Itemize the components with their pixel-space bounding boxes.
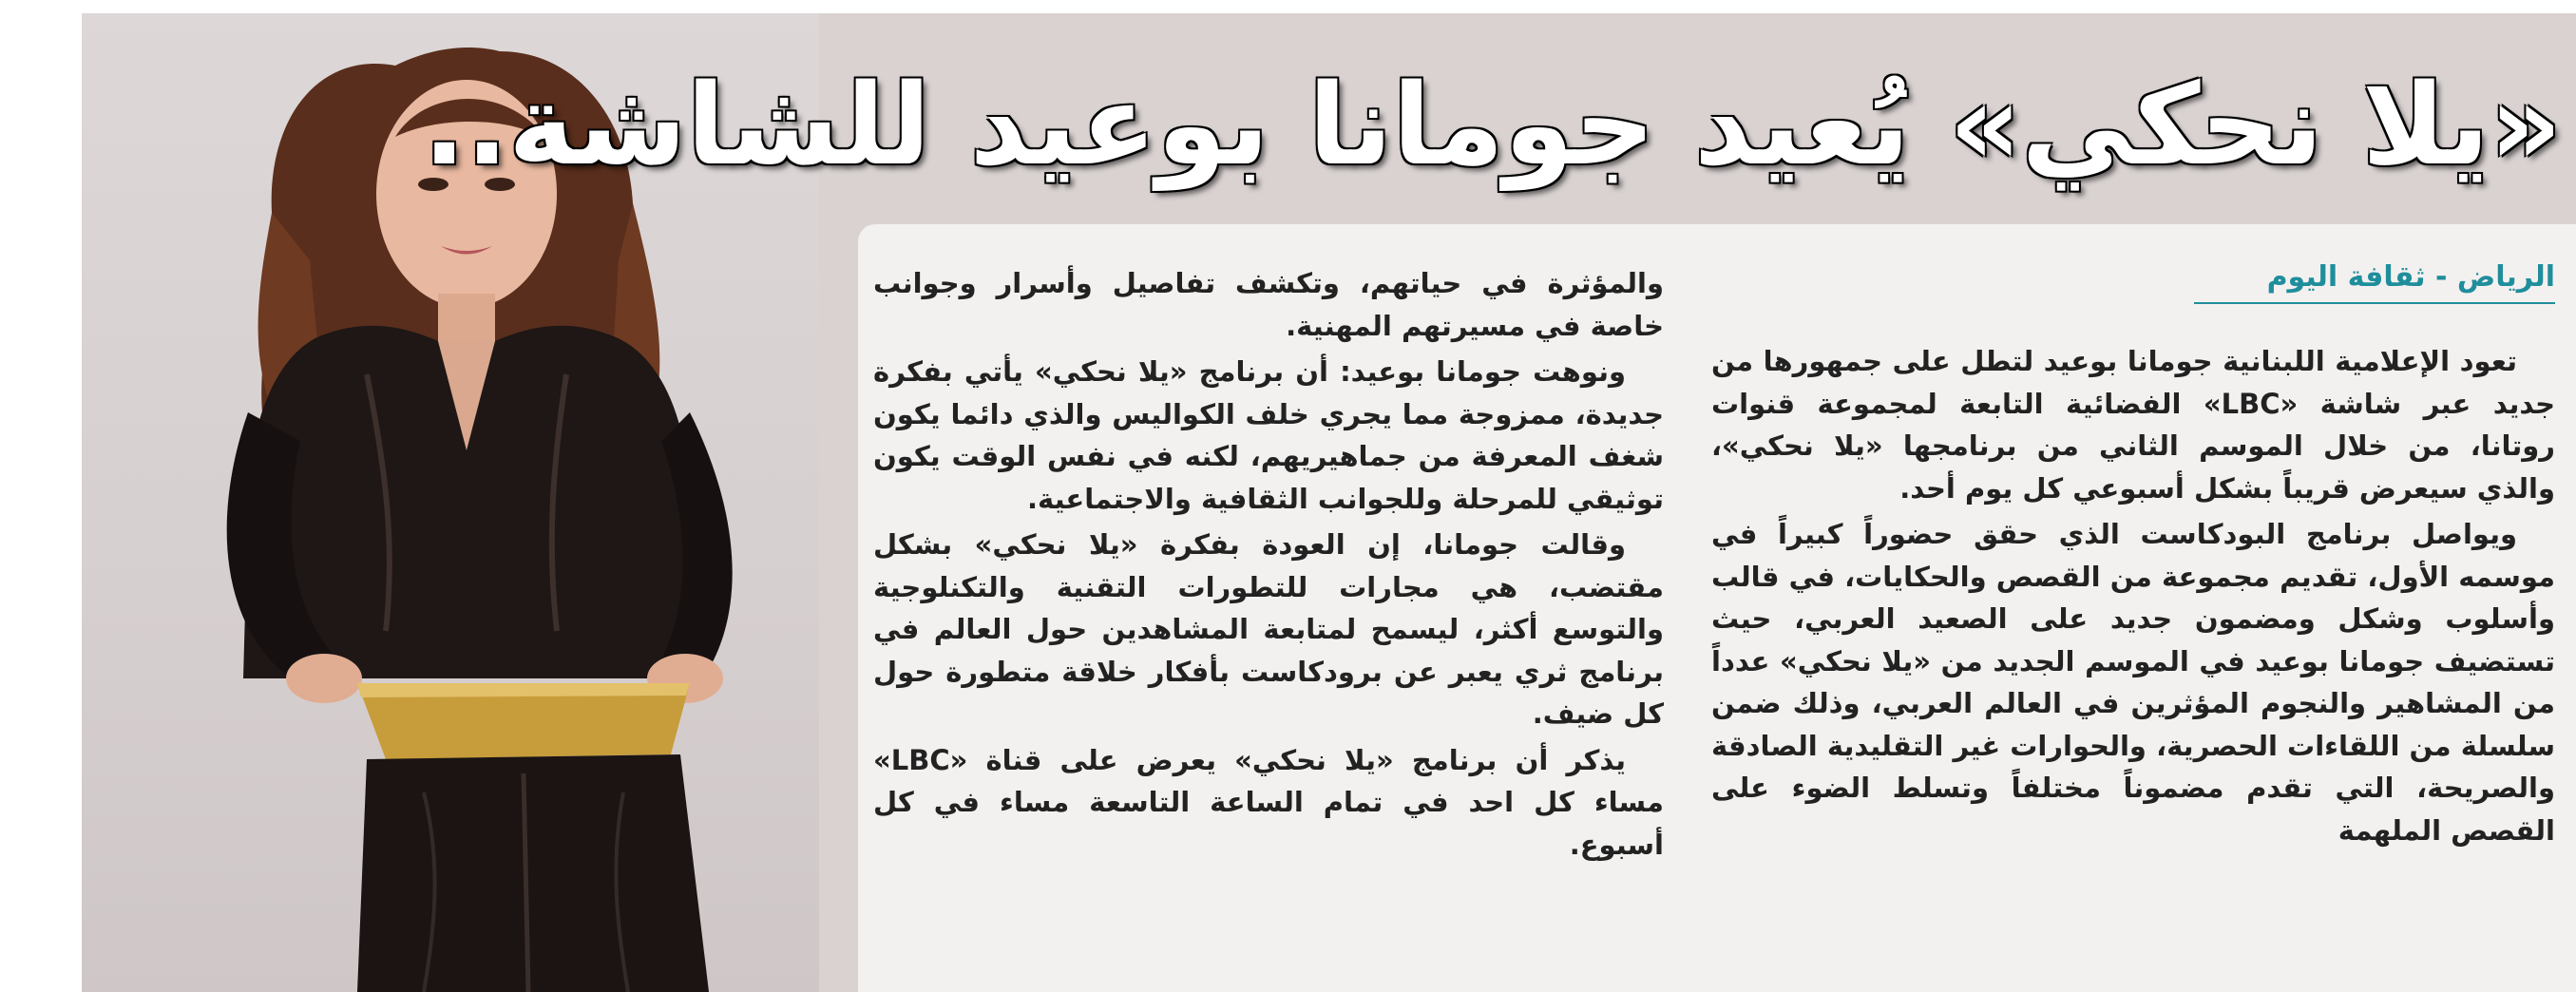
paragraph: ونوهت جومانا بوعيد: أن برنامج «يلا نحكي» يأتي بفكرة جديدة، ممزوجة مما يجري خلف الكواليس والذي دائما يكون شغف المعرفة من جماهيريهم، لكنه في نفس الوقت يكون توثيقي للمرحلة وللجوانب الثقافية والاجتماعية.	[873, 355, 1664, 515]
paragraph: تعود الإعلامية اللبنانية جومانا بوعيد لتطل على جمهورها من جديد عبر شاشة «LBC» الفضائية التابعة لمجموعة قنوات روتانا، من خلال الموسم الثاني من برنامجها «يلا نحكي»، والذي سيعرض قريباً بشكل أسبوعي كل يوم أحد.	[1711, 345, 2555, 505]
article-headline: «يلا نحكي» يُعيد جومانا بوعيد للشاشة..	[423, 59, 2562, 190]
paragraph: والمؤثرة في حياتهم، وتكشف تفاصيل وأسرار وجوانب خاصة في مسيرتهم المهنية.	[873, 267, 1664, 342]
paragraph: وقالت جومانا، إن العودة بفكرة «يلا نحكي» بشكل مقتضب، هي مجارات للتطورات التقنية والتكنلوجية والتوسع أكثر، ليسمح لمتابعة المشاهدين حول العالم في برنامج ثري يعبر عن برودكاست بأفكار خلاقة متطورة حول كل ضيف.	[873, 528, 1664, 730]
byline: الرياض - ثقافة اليوم	[2194, 253, 2555, 304]
paragraph: يذكر أن برنامج «يلا نحكي» يعرض على قناة «LBC» مساء كل احد في تمام الساعة التاسعة مساء في كل أسبوع.	[873, 743, 1664, 861]
article-column-left	[873, 262, 1664, 984]
article-column-right	[1711, 340, 2555, 986]
paragraph: ويواصل برنامج البودكاست الذي حقق حضوراً كبيراً في موسمه الأول، تقديم مجموعة من القصص والحكايات، في قالب وأسلوب وشكل ومضمون جديد على الصعيد العربي، حيث تستضيف جومانا بوعيد في الموسم الجديد من «يلا نحكي» عدداً من المشاهير والنجوم المؤثرين في العالم العربي، وذلك ضمن سلسلة من اللقاءات الحصرية، والحوارات غير التقليدية الصادقة والصريحة، التي تقدم مضموناً مختلفاً وتسلط الضوء على القصص الملهمة	[1711, 518, 2555, 847]
article-panel	[858, 224, 2576, 992]
newspaper-page	[82, 13, 2576, 992]
